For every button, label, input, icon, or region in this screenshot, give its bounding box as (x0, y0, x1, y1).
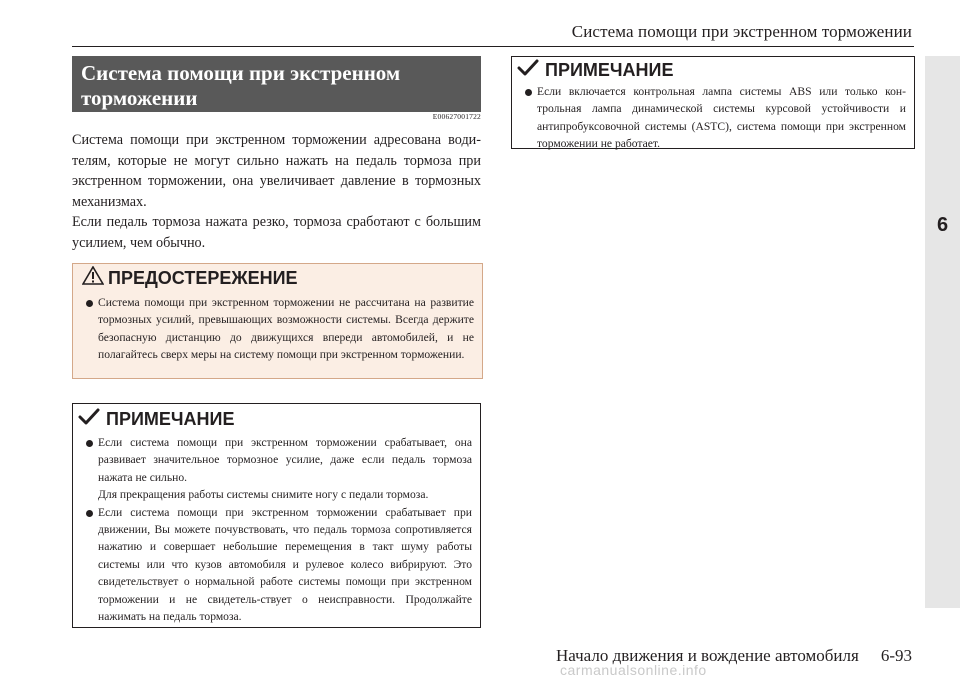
note-item: Если включается контрольная лампа системы ABS или только кон-трольная лампа динамической системы курсовой устойчивости и антипробуксовочной системы (ASTC), система помощи при экстренном торможении не работает. (525, 83, 906, 153)
header-divider (72, 46, 914, 47)
note-item-extra: Для прекращения работы системы снимите ногу с педали тормоза. (98, 488, 429, 502)
second-paragraph: Если педаль тормоза нажата резко, тормоза сработают с большим усилием, чем обычно. (72, 214, 481, 251)
footer-section: Начало движения и вождение автомобиля (555, 646, 859, 665)
warning-box (72, 263, 483, 379)
note-item-text: Если система помощи при экстренном торможении срабатывает, она развивает значительное тормозное усилие, даже если педаль тормоза нажата не сильно. (98, 436, 472, 484)
note-heading (73, 404, 480, 434)
warning-triangle-icon (82, 266, 104, 290)
chapter-number: 6 (936, 214, 949, 236)
check-icon (517, 58, 539, 83)
note-item (86, 434, 472, 504)
note-box (72, 403, 481, 628)
note-heading-label: ПРИМЕЧАНИЕ (106, 408, 235, 429)
note-heading-label: ПРИМЕЧАНИЕ (545, 59, 674, 80)
section-code: E00627001722 (432, 112, 481, 121)
note-item: Если система помощи при экстренном торможении срабатывает при движении, Вы можете почувствовать, что педаль тормоза сопротивляется нажатию и совершает небольшие перемещения в такт шуму работы системы или что кузов автомобиля и рулевое колесо вибрируют. Это свидетельствует о нормальной работе системы помощи при экстренном торможении и не свидетель-ствует о неисправности. Продолжайте нажимать на педаль тормоза. (86, 504, 472, 626)
note-box-right (511, 56, 915, 149)
section-title: Система помощи при экстренном торможении (72, 56, 481, 112)
warning-item: Система помощи при экстренном торможении не рассчитана на развитие тормозных усилий, превышающих возможности системы. Всегда держите безопасную дистанцию до движущихся впереди автомобилей, и не полагайтесь сверх меры на систему помощи при экстренном торможении. (86, 294, 474, 364)
warning-heading (73, 264, 482, 292)
check-icon (78, 407, 100, 432)
watermark: carmanualsonline.info (560, 662, 707, 678)
page-number: 6-93 (880, 646, 912, 665)
warning-heading-label: ПРЕДОСТЕРЕЖЕНИЕ (108, 267, 298, 288)
running-header: Система помощи при экстренном торможении (571, 22, 912, 41)
note-heading (512, 57, 914, 83)
intro-paragraph: Система помощи при экстренном торможении адресована води-телям, которые не могут сильно нажать на педаль тормоза при экстренном торможении, она увеличивает давление в тормозных механизмах. (72, 132, 481, 210)
chapter-tab (925, 56, 960, 608)
